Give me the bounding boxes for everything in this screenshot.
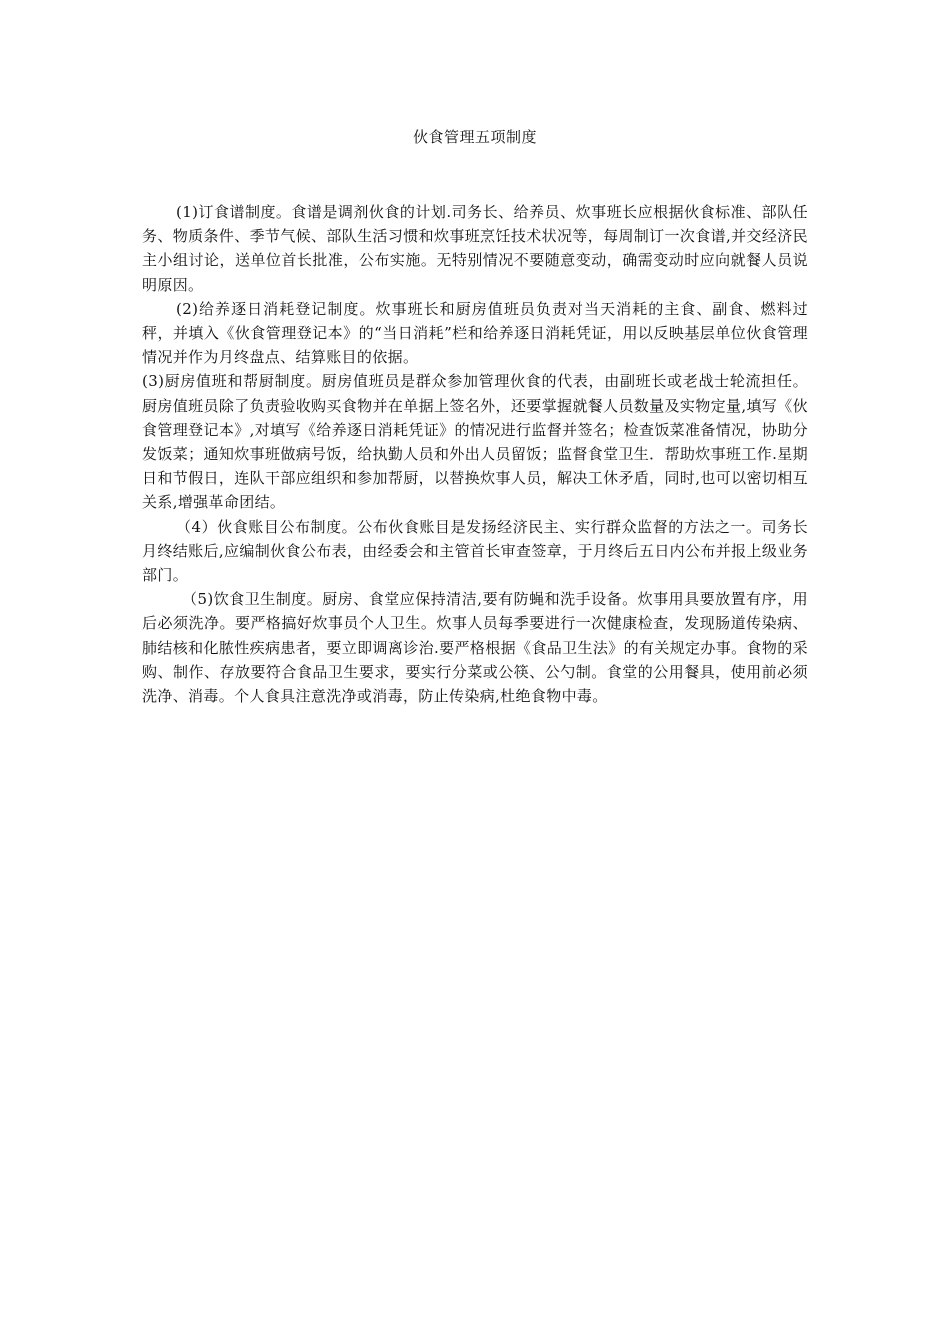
document-title: 伙食管理五项制度	[412, 128, 537, 146]
paragraph-menu-system: (1)订食谱制度。食谱是调剂伙食的计划.司务长、给养员、炊事班长应根据伙食标准、部队任务、物质条件、季节气候、部队生活习惯和炊事班烹饪技术状况等，每周制订一次食谱,并交经济民主小组讨论，送单位首长批准，公布实施。无特别情况不要随意变动，确需变动时应向就餐人员说明原因。	[142, 203, 808, 294]
paragraph-accounts-publication: （4）伙食账目公布制度。公布伙食账目是发扬经济民主、实行群众监督的方法之一。司务长月终结账后,应编制伙食公布表，由经委会和主管首长审查签章，于月终后五日内公布并报上级业务部门。	[142, 517, 808, 585]
paragraph-consumption-register: (2)给养逐日消耗登记制度。炊事班长和厨房值班员负责对当天消耗的主食、副食、燃料过秤，并填入《伙食管理登记本》的“当日消耗”栏和给养逐日消耗凭证，用以反映基层单位伙食管理情况并作为月终盘点、结算账目的依据。	[142, 299, 808, 367]
document-body	[142, 200, 808, 708]
paragraph-food-hygiene: （5)饮食卫生制度。厨房、食堂应保持清洁,要有防蝇和洗手设备。炊事用具要放置有序，用后必须洗净。要严格搞好炊事员个人卫生。炊事人员每季要进行一次健康检查，发现肠道传染病、肺结核和化脓性疾病患者，要立即调离诊治.要严格根据《食品卫生法》的有关规定办事。食物的采购、制作、存放要符合食品卫生要求，要实行分菜或公筷、公勺制。食堂的公用餐具，使用前必须洗净、消毒。个人食具注意洗净或消毒，防止传染病,杜绝食物中毒。	[142, 590, 808, 706]
paragraph-kitchen-duty: (3)厨房值班和帮厨制度。厨房值班员是群众参加管理伙食的代表，由副班长或老战士轮流担任。厨房值班员除了负责验收购买食物并在单据上签名外，还要掌握就餐人员数量及实物定量,填写《伙食管理登记本》,对填写《给养逐日消耗凭证》的情况进行监督并签名；检查饭菜准备情况，协助分发饭菜；通知炊事班做病号饭，给执勤人员和外出人员留饭；监督食堂卫生．帮助炊事班工作.星期日和节假日，连队干部应组织和参加帮厨，以替换炊事人员，解决工休矛盾，同时,也可以密切相互关系,增强革命团结。	[142, 372, 808, 512]
